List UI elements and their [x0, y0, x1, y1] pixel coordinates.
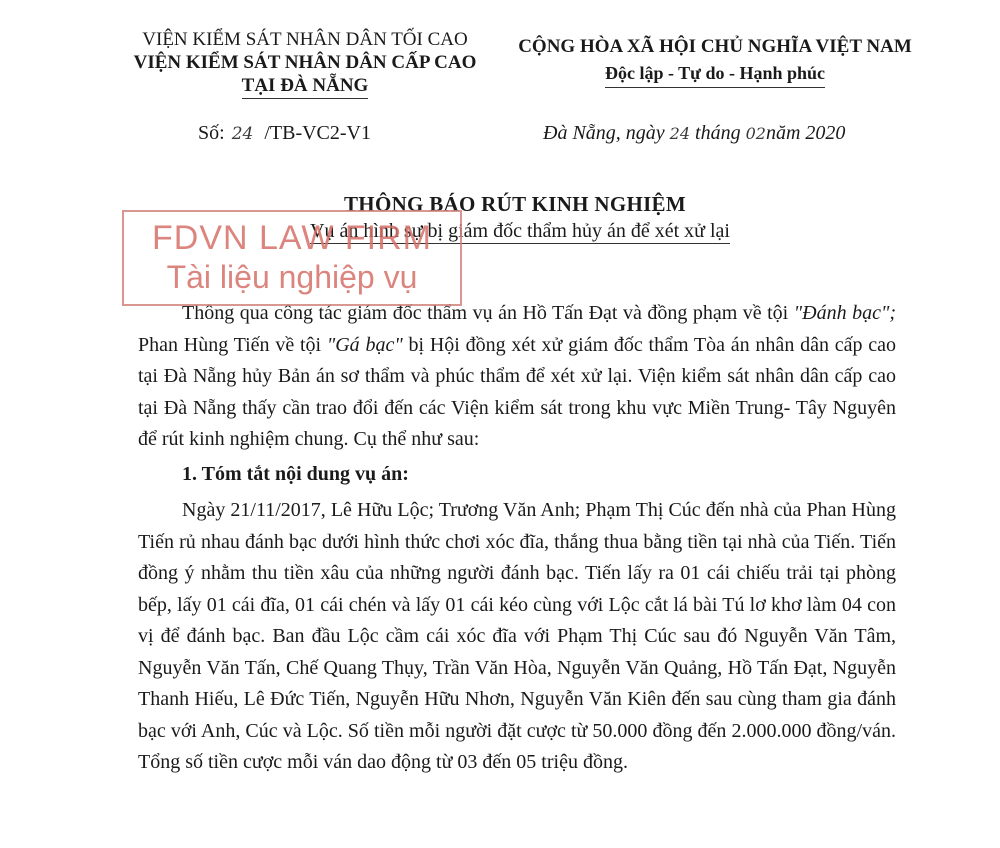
country-name: CỘNG HÒA XÃ HỘI CHỦ NGHĨA VIỆT NAM: [518, 36, 912, 57]
document-body: [138, 298, 896, 779]
stamp-line-1: FDVN LAW FIRM: [152, 219, 432, 257]
intro-text-1: Thông qua công tác giám đốc thẩm vụ án Hồ Tấn Đạt và đồng phạm về tội: [182, 302, 794, 324]
intro-text-2: Phan Hùng Tiến về tội: [138, 333, 327, 356]
parent-agency: VIỆN KIỂM SÁT NHÂN DÂN TỐI CAO: [142, 29, 468, 50]
handwritten-day: 24: [669, 124, 691, 143]
issuing-agency-header: [95, 28, 515, 99]
document-number: [198, 122, 371, 145]
document-subtitle: [0, 220, 1000, 244]
intro-crime-1: "Đánh bạc";: [793, 302, 897, 324]
section-heading: 1. Tóm tắt nội dung vụ án:: [182, 462, 409, 485]
intro-crime-2: "Gá bạc": [326, 333, 403, 356]
stamp-line-2: Tài liệu nghiệp vụ: [166, 259, 418, 295]
intro-text-3: bị Hội đồng xét xử giám đốc thẩm Tòa án nhân dân cấp cao tại Đà Nẵng hủy Bản án sơ thẩm và phúc thẩm để xét xử lại. Viện kiểm sát nhân dân cấp cao tại Đà Nẵng thấy cần trao đổi đến các Viện kiểm sát trong khu vực Miền Trung- Tây Nguyên để rút kinh nghiệm chung. Cụ thể như sau:: [138, 333, 896, 450]
agency-location: TẠI ĐÀ NẴNG: [242, 74, 369, 99]
intro-paragraph: [138, 298, 896, 456]
case-summary-paragraph: Ngày 21/11/2017, Lê Hữu Lộc; Trương Văn Anh; Phạm Thị Cúc đến nhà của Phan Hùng Tiến rủ nhau đánh bạc dưới hình thức chơi xóc đĩa, thắng thua bằng tiền tại nhà của Tiến. Tiến đồng ý nhằm thu tiền xâu của những người đánh bạc. Tiến lấy ra 01 cái chiếu trải tại phòng bếp, lấy 01 cái đĩa, 01 cái chén và lấy 01 cái kéo cùng với Lộc cắt lá bài Tú lơ khơ làm 04 con vị để đánh bạc. Ban đầu Lộc cầm cái xóc đĩa với Phạm Thị Cúc sau đó Nguyễn Văn Tâm, Nguyễn Văn Tấn, Chế Quang Thụy, Trần Văn Hòa, Nguyễn Văn Quảng, Hồ Tấn Đạt, Nguyễn Thanh Hiếu, Lê Đức Tiến, Nguyễn Hữu Nhơn, Nguyễn Văn Kiên đến sau cùng tham gia đánh bạc với Anh, Cúc và Lộc. Số tiền mỗi người đặt cược từ 50.000 đồng đến 2.000.000 đồng/ván. Tổng số tiền cược mỗi ván dao động từ 03 đến 05 triệu đồng.: [138, 499, 896, 773]
date-month-label: tháng: [695, 122, 741, 144]
handwritten-month: 02: [745, 124, 766, 143]
subtitle-text: Vụ án hình sự bị giám đốc thẩm hủy án để xét xử lại: [310, 220, 730, 242]
number-suffix: /TB-VC2-V1: [264, 122, 371, 144]
date-place: Đà Nẵng, ngày: [543, 122, 665, 144]
document-title: THÔNG BÁO RÚT KINH NGHIỆM: [344, 192, 686, 216]
agency-name: VIỆN KIỂM SÁT NHÂN DÂN CẤP CAO: [133, 52, 477, 73]
date-year: năm 2020: [765, 122, 846, 144]
number-prefix: Số:: [198, 122, 225, 144]
handwritten-number: 24: [231, 124, 254, 144]
national-motto: Độc lập - Tự do - Hạnh phúc: [605, 60, 825, 88]
national-header: [495, 34, 935, 88]
document-date: [543, 122, 845, 145]
